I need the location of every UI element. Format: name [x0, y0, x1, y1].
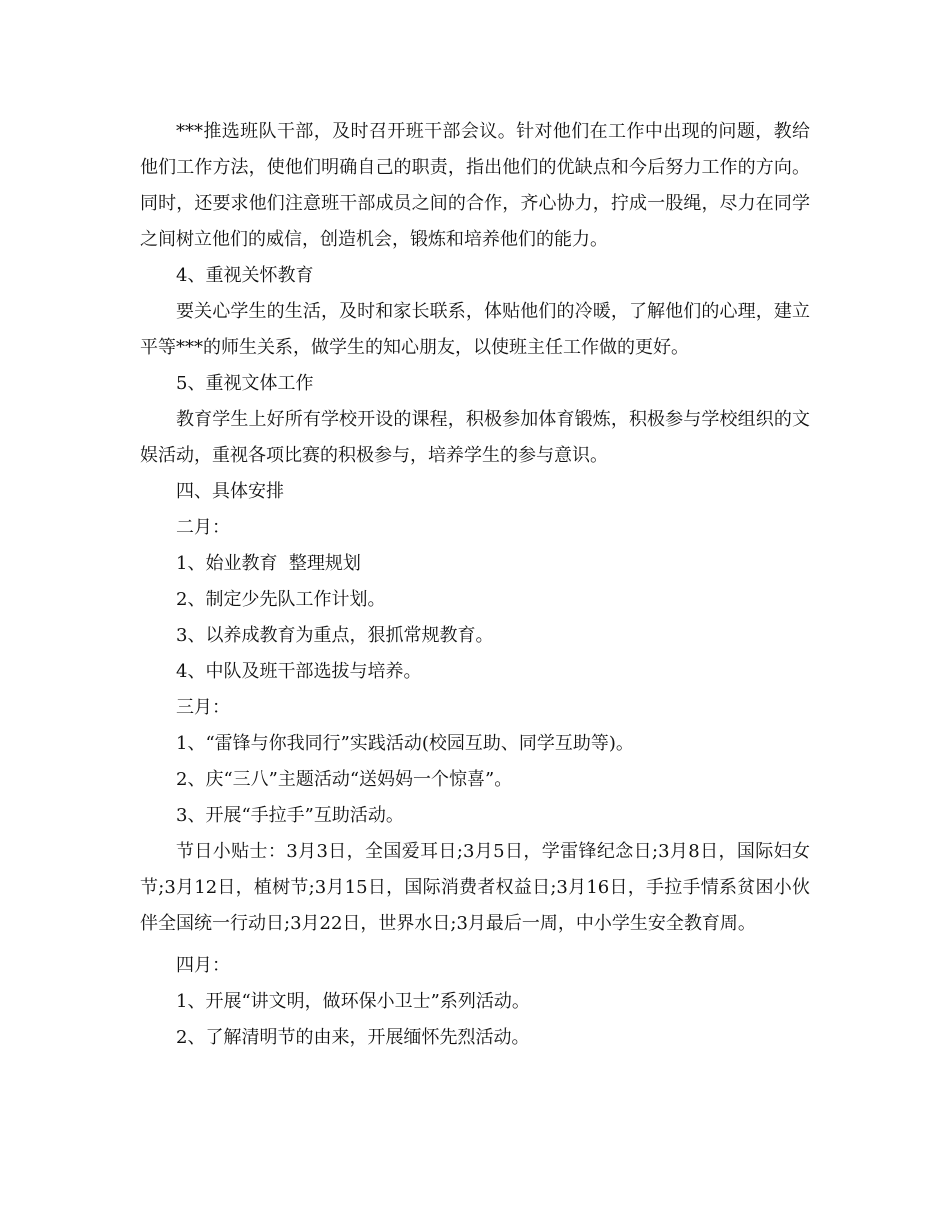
paragraph-culture-sports: 教育学生上好所有学校开设的课程，积极参加体育锻炼，积极参与学校组织的文娱活动，重视各项比赛的积极参与，培养学生的参与意识。	[140, 409, 810, 466]
document-body	[140, 114, 810, 1056]
list-item-february-1: 1、始业教育 整理规划	[176, 553, 361, 574]
paragraph-festival-tips: 节日小贴士：3月3日，全国爱耳日;3月5日，学雷锋纪念日;3月8日，国际妇女节;3月12日，植树节;3月15日，国际消费者权益日;3月16日，手拉手情系贫困小伙伴全国统一行动日;3月22日，世界水日;3月最后一周，中小学生安全教育周。	[140, 841, 810, 934]
list-item-march-3: 3、开展“手拉手”互助活动。	[176, 805, 404, 826]
list-item-april-1: 1、开展“讲文明，做环保小卫士”系列活动。	[176, 991, 530, 1012]
paragraph-care-students: 要关心学生的生活，及时和家长联系，体贴他们的冷暖，了解他们的心理，建立平等***的师生关系，做学生的知心朋友，以使班主任工作做的更好。	[140, 301, 810, 358]
list-item-february-4: 4、中队及班干部选拔与培养。	[176, 661, 422, 682]
list-item-march-2: 2、庆“三八”主题活动“送妈妈一个惊喜”。	[176, 769, 513, 790]
section-heading-schedule: 四、具体安排	[176, 481, 284, 502]
month-heading-march: 三月：	[176, 697, 230, 718]
list-item-april-2: 2、了解清明节的由来，开展缅怀先烈活动。	[176, 1027, 530, 1048]
heading-culture-sports: 5、重视文体工作	[176, 373, 314, 394]
list-item-february-3: 3、以养成教育为重点，狠抓常规教育。	[176, 625, 494, 646]
heading-care-education: 4、重视关怀教育	[176, 265, 314, 286]
list-item-february-2: 2、制定少先队工作计划。	[176, 589, 386, 610]
month-heading-february: 二月：	[176, 517, 230, 538]
paragraph-class-cadres: ***推选班队干部，及时召开班干部会议。针对他们在工作中出现的问题，教给他们工作方法，使他们明确自己的职责，指出他们的优缺点和今后努力工作的方向。同时，还要求他们注意班干部成员之间的合作，齐心协力，拧成一股绳，尽力在同学之间树立他们的威信，创造机会，锻炼和培养他们的能力。	[140, 121, 810, 250]
list-item-march-1: 1、“雷锋与你我同行”实践活动(校园互助、同学互助等)。	[176, 733, 634, 754]
month-heading-april: 四月：	[176, 955, 230, 976]
